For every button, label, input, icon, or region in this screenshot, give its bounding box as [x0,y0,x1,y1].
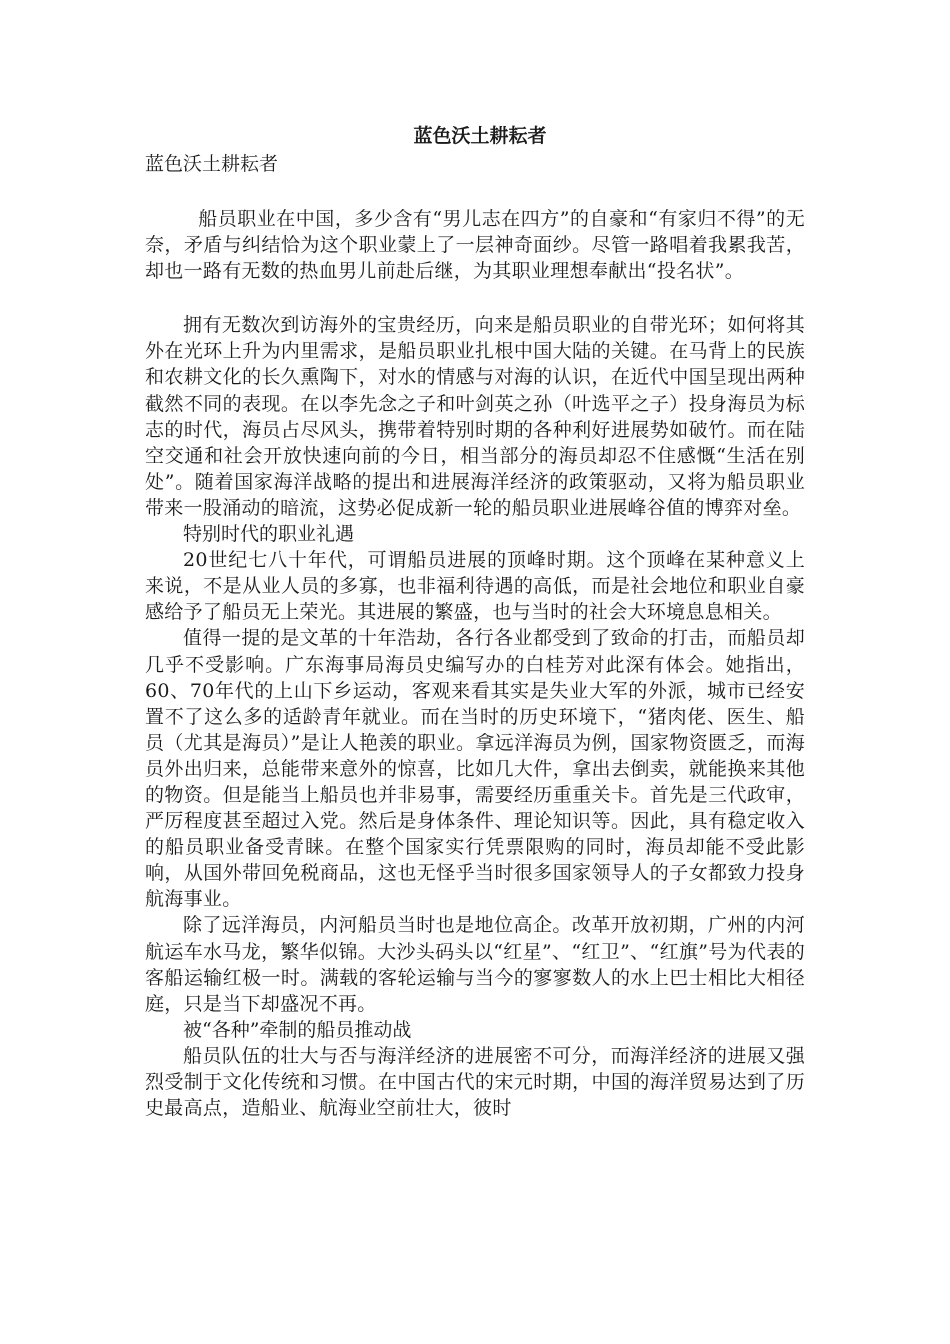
paragraph-cultural-revolution: 值得一提的是文革的十年浩劫，各行各业都受到了致命的打击，而船员却几乎不受影响。广东海事局海员史编写办的白桂芳对此深有体会。她指出，60、70年代的上山下乡运动，客观来看其实是失业大军的外派，城市已经安置不了这么多的适龄青年就业。而在当时的历史环境下，“猪肉佬、医生、船员（尤其是海员）”是让人艳羡的职业。拿远洋海员为例，国家物资匮乏，而海员外出归来，总能带来意外的惊喜，比如几大件，拿出去倒卖，就能换来其他的物资。但是能当上船员也并非易事，需要经历重重关卡。首先是三代政审，严厉程度甚至超过入党。然后是身体条件、理论知识等。因此，具有稳定收入的船员职业备受青睐。在整个国家实行凭票限购的同时，海员却能不受此影响，从国外带回免税商品，这也无怪乎当时很多国家领导人的子女都致力投身航海事业。 [145,627,805,911]
document-title: 蓝色沃土耕耘者 [413,125,547,147]
section-heading-special-era: 特别时代的职业礼遇 [183,523,355,546]
spacer [145,178,805,206]
paragraph-intro: 船员职业在中国，多少含有“男儿志在四方”的自豪和“有家归不得”的无奈，矛盾与纠结恰为这个职业蒙上了一层神奇面纱。尽管一路唱着我累我苦，却也一路有无数的热血男儿前赴后继，为其职业理想奉献出“投名状”。 [145,208,805,283]
spacer [145,284,805,312]
section-heading-constraints: 被“各种”牵制的船员推动战 [183,1018,412,1041]
paragraph-inland-river: 除了远洋海员，内河船员当时也是地位高企。改革开放初期，广州的内河航运车水马龙，繁华似锦。大沙头码头以“红星”、“红卫”、“红旗”号为代表的客船运输红极一时。满载的客轮运输与当今的寥寥数人的水上巴士相比大相径庭，只是当下却盛况不再。 [145,914,805,1015]
document-page [145,122,805,1121]
paragraph-maritime-economy: 船员队伍的壮大与否与海洋经济的进展密不可分，而海洋经济的进展又强烈受制于文化传统和习惯。在中国古代的宋元时期，中国的海洋贸易达到了历史最高点，造船业、航海业空前壮大，彼时 [145,1044,805,1120]
paragraph-aura: 拥有无数次到访海外的宝贵经历，向来是船员职业的自带光环；如何将其外在光环上升为内里需求，是船员职业扎根中国大陆的关键。在马背上的民族和农耕文化的长久熏陶下，对水的情感与对海的认识，在近代中国呈现出两种截然不同的表现。在以李先念之子和叶剑英之孙（叶选平之子）投身海员为标志的时代，海员占尽风头，携带着特别时期的各种利好进展势如破竹。而在陆空交通和社会开放快速向前的今日，相当部分的海员却忍不住感慨“生活在别处”。随着国家海洋战略的提出和进展海洋经济的政策驱动，又将为船员职业带来一股涌动的暗流，这势必促成新一轮的船员职业进展峰谷值的博弈对垒。 [145,314,805,519]
paragraph-peak: 20世纪七八十年代，可谓船员进展的顶峰时期。这个顶峰在某种意义上来说，不是从业人员的多寡，也非福利待遇的高低，而是社会地位和职业自豪感给予了船员无上荣光。其进展的繁盛，也与当时的社会大环境息息相关。 [145,549,805,624]
document-subtitle: 蓝色沃土耕耘者 [145,153,279,175]
